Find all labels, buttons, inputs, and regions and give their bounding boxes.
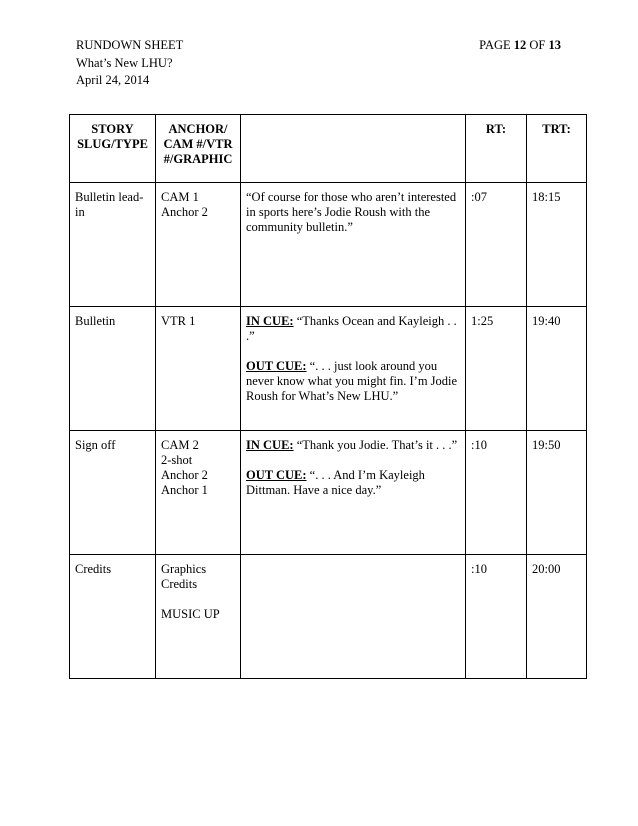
script-cell: “Of course for those who aren’t interested in sports here’s Jodie Roush with the community bulletin.” (241, 183, 466, 307)
slug-cell: Sign off (70, 431, 156, 555)
trt-cell: 20:00 (527, 555, 587, 679)
trt-cell: 19:50 (527, 431, 587, 555)
anchor-cell: Graphics Credits MUSIC UP (156, 555, 241, 679)
rt-cell: 1:25 (466, 307, 527, 431)
column-header-story: STORY SLUG/TYPE (70, 115, 156, 183)
anchor-cell: CAM 1 Anchor 2 (156, 183, 241, 307)
script-cell (241, 431, 466, 555)
sheet-title: RUNDOWN SHEET (76, 38, 184, 52)
table-header-row (70, 115, 587, 183)
script-cell (241, 555, 466, 679)
trt-cell: 19:40 (527, 307, 587, 431)
table-row (70, 431, 587, 555)
anchor-cell: CAM 2 2-shot Anchor 2 Anchor 1 (156, 431, 241, 555)
page-number: PAGE 12 OF 13 (479, 38, 561, 52)
show-date: April 24, 2014 (76, 73, 150, 87)
out-cue: OUT CUE: “. . . And I’m Kayleigh Dittman. Have a nice day.” (246, 468, 425, 497)
rt-cell: :10 (466, 555, 527, 679)
table-row (70, 183, 587, 307)
anchor-cell: VTR 1 (156, 307, 241, 431)
script-cell (241, 307, 466, 431)
slug-cell: Credits (70, 555, 156, 679)
table-row (70, 307, 587, 431)
trt-cell: 18:15 (527, 183, 587, 307)
in-cue: IN CUE: “Thanks Ocean and Kayleigh . . .” (246, 314, 457, 343)
slug-cell: Bulletin (70, 307, 156, 431)
show-name: What’s New LHU? (76, 55, 173, 70)
rt-cell: :07 (466, 183, 527, 307)
slug-cell: Bulletin lead-in (70, 183, 156, 307)
rundown-table (69, 114, 587, 679)
column-header-trt: TRT: (527, 115, 587, 183)
out-cue: OUT CUE: “. . . just look around you never know what you might fin. I’m Jodie Roush for What’s New LHU.” (246, 359, 458, 403)
column-header-rt: RT: (466, 115, 527, 183)
rt-cell: :10 (466, 431, 527, 555)
column-header-anchor: ANCHOR/ CAM #/VTR #/GRAPHIC (156, 115, 241, 183)
in-cue: IN CUE: “Thank you Jodie. That’s it . . .” (246, 438, 458, 452)
column-header-script (241, 115, 466, 183)
table-row (70, 555, 587, 679)
document-header (76, 37, 561, 90)
